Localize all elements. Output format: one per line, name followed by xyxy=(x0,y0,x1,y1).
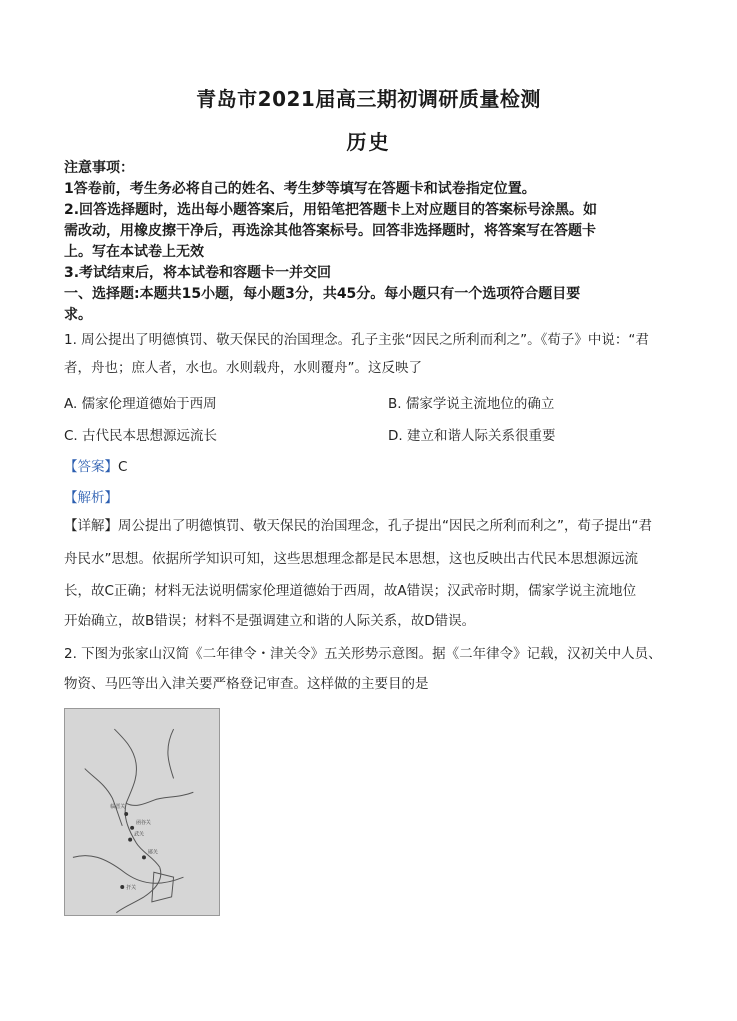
map-label-2: 函谷关 xyxy=(136,819,151,826)
detail-label: 【详解】 xyxy=(64,518,118,534)
notice-item-3: 3.考试结束后，将本试卷和容题卡一并交回 xyxy=(64,265,332,281)
q1-option-a: A. 儒家伦理道德始于西周 xyxy=(64,396,217,412)
subject-title: 历史 xyxy=(346,130,391,154)
section-heading-a: 一、选择题:本题共15小题，每小题3分，共45分。每小题只有一个选项符合题目要 xyxy=(64,286,581,302)
q1-stem-line2: 者，舟也；庶人者，水也。水则载舟，水则覆舟”。这反映了 xyxy=(64,360,422,376)
q1-option-d: D. 建立和谐人际关系很重要 xyxy=(388,428,556,444)
section-heading-b: 求。 xyxy=(64,307,92,323)
notice-item-2b: 需改动，用橡皮擦干净后，再选涂其他答案标号。回答非选择题时，将答案写在答题卡 xyxy=(64,223,596,239)
q1-detail-line1 xyxy=(64,512,676,540)
notice-item-2c: 上。写在本试卷上无效 xyxy=(64,244,204,260)
map-label-1: 临晋关 xyxy=(110,804,126,811)
analysis-label: 【解析】 xyxy=(64,490,118,506)
notice-item-2a: 2.回答选择题时，选出每小题答案后，用铅笔把答题卡上对应题目的答案标号涂黑。如 xyxy=(64,202,598,218)
five-passes-map-image xyxy=(64,708,220,916)
q2-stem-line2: 物资、马匹等出入津关要严格登记审查。这样做的主要目的是 xyxy=(64,676,429,692)
q1-detail-line3: 长，故C正确；材料无法说明儒家伦理道德始于西周，故A错误；汉武帝时期，儒家学说主流地位 xyxy=(64,583,637,599)
notice-item-1: 1答卷前，考生务必将自己的姓名、考生梦等填写在答题卡和试卷指定位置。 xyxy=(64,181,536,197)
map-label-4: 郧关 xyxy=(147,849,158,856)
q1-option-b: B. 儒家学说主流地位的确立 xyxy=(388,396,555,412)
q1-option-c: C. 古代民本思想源远流长 xyxy=(64,428,218,444)
q1-answer xyxy=(64,455,127,475)
detail-text-1: 周公提出了明德慎罚、敬天保民的治国理念，孔子提出“因民之所利而利之”，荀子提出“君 xyxy=(118,518,652,534)
q1-stem-line1: 1. 周公提出了明德慎罚、敬天保民的治国理念。孔子主张“因民之所利而利之”。《荀子》中说：“君 xyxy=(64,332,649,348)
map-label-3: 武关 xyxy=(134,831,144,838)
map-drawing xyxy=(65,709,219,915)
exam-title: 青岛市2021届高三期初调研质量检测 xyxy=(196,87,541,111)
answer-value: C xyxy=(118,459,128,475)
q1-detail-line2: 舟民水”思想。依据所学知识可知，这些思想理念都是民本思想，这也反映出古代民本思想源远流 xyxy=(64,551,638,567)
answer-label: 【答案】 xyxy=(64,459,118,475)
map-label-5: 扞关 xyxy=(126,885,137,891)
q2-stem-line1: 2. 下图为张家山汉简《二年律令・津关令》五关形势示意图。据《二年律令》记载，汉初关中人员、 xyxy=(64,646,662,662)
q1-detail-line4: 开始确立，故B错误；材料不是强调建立和谐的人际关系，故D错误。 xyxy=(64,613,476,629)
notice-heading: 注意事项： xyxy=(64,160,134,176)
q1-analysis xyxy=(64,486,118,506)
